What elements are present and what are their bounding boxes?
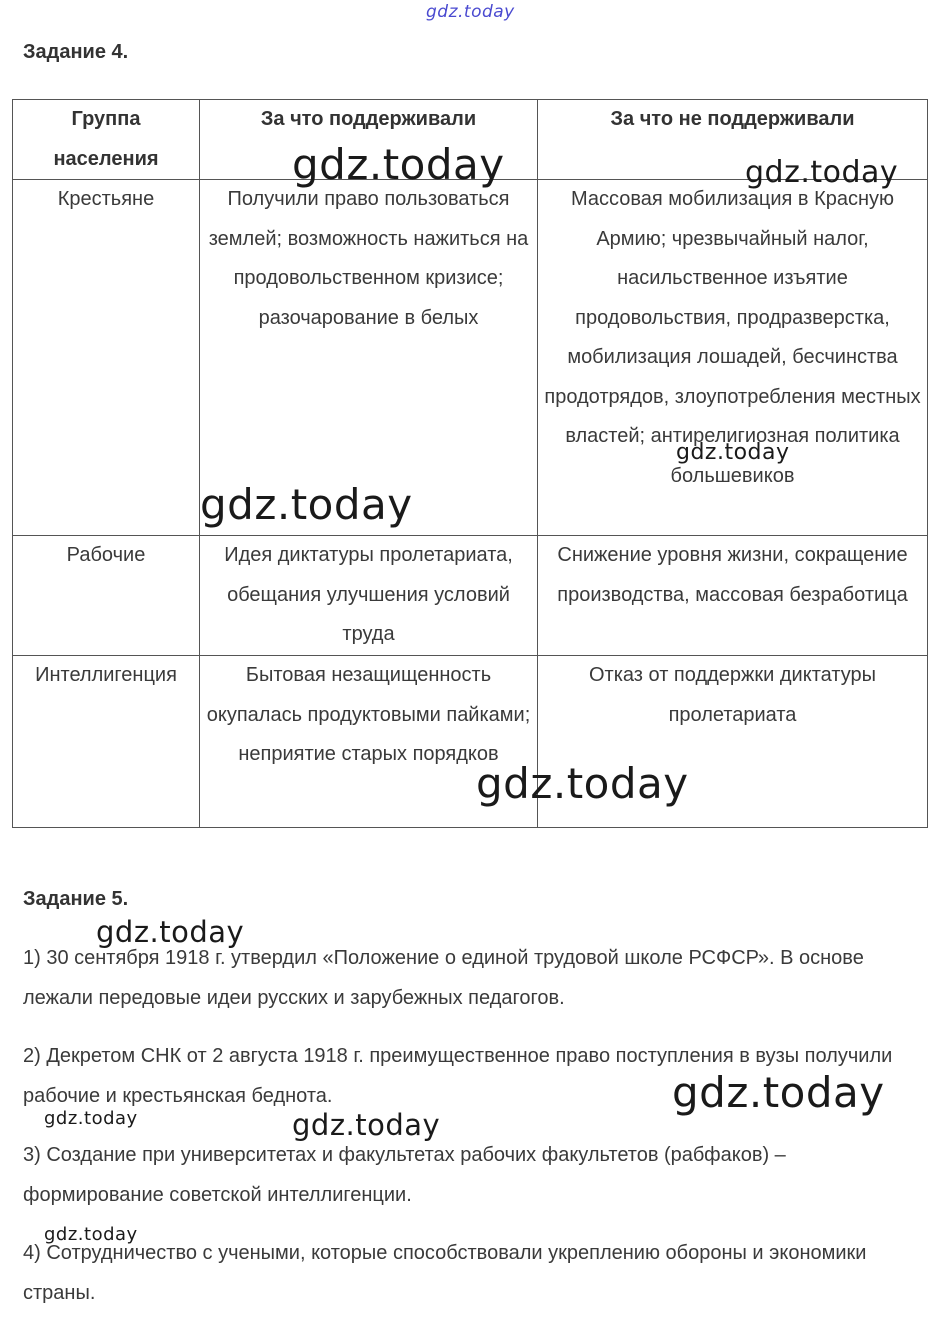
watermark: gdz.today (44, 1224, 138, 1245)
task5-item-3: 3) Создание при университетах и факультетах рабочих факультетов (рабфаков) – формирование советской интеллигенции. (23, 1144, 786, 1206)
watermark: gdz.today (476, 759, 689, 808)
header-group: Группа населения (13, 100, 200, 180)
table-row (13, 536, 928, 656)
table-header-row (13, 100, 928, 180)
watermark: gdz.today (292, 140, 505, 189)
cell-not-supported: Массовая мобилизация в Красную Армию; чрезвычайный налог, насильственное изъятие продовольствия, продразверстка, мобилизация лошадей, бесчинства продотрядов, злоупотребления местных властей; антирелигиозная политика большевиков (538, 180, 928, 536)
table-row (13, 180, 928, 536)
cell-group: Рабочие (13, 536, 200, 656)
watermark: gdz.today (676, 440, 790, 465)
watermark-top: gdz.today (426, 2, 515, 22)
task5-title: Задание 5. (23, 888, 129, 910)
watermark: gdz.today (672, 1068, 885, 1117)
table-row (13, 656, 928, 828)
cell-group: Крестьяне (13, 180, 200, 536)
task5-item-4: 4) Сотрудничество с учеными, которые способствовали укреплению обороны и экономики страны. (23, 1242, 867, 1304)
task4-title: Задание 4. (23, 41, 129, 63)
cell-supported: Получили право пользоваться землей; возможность нажиться на продовольственном кризисе; разочарование в белых (200, 180, 538, 536)
watermark: gdz.today (745, 155, 899, 190)
cell-group: Интеллигенция (13, 656, 200, 828)
header-supported: За что поддерживали (200, 100, 538, 180)
cell-supported: Идея диктатуры пролетариата, обещания улучшения условий труда (200, 536, 538, 656)
cell-supported: Бытовая незащищенность окупалась продуктовыми пайками; неприятие старых порядков (200, 656, 538, 828)
task5-item-1: 1) 30 сентября 1918 г. утвердил «Положение о единой трудовой школе РСФСР». В основе лежали передовые идеи русских и зарубежных педагогов. (23, 947, 864, 1009)
watermark: gdz.today (200, 480, 413, 529)
watermark: gdz.today (96, 915, 245, 949)
answer-table (12, 99, 928, 828)
watermark: gdz.today (44, 1108, 138, 1129)
header-not-supported: За что не поддерживали (538, 100, 928, 180)
watermark: gdz.today (292, 1108, 441, 1142)
task5-item-2: 2) Декретом СНК от 2 августа 1918 г. преимущественное право поступления в вузы получили рабочие и крестьянская беднота. (23, 1045, 893, 1107)
cell-not-supported: Снижение уровня жизни, сокращение производства, массовая безработица (538, 536, 928, 656)
cell-not-supported: Отказ от поддержки диктатуры пролетариата (538, 656, 928, 828)
